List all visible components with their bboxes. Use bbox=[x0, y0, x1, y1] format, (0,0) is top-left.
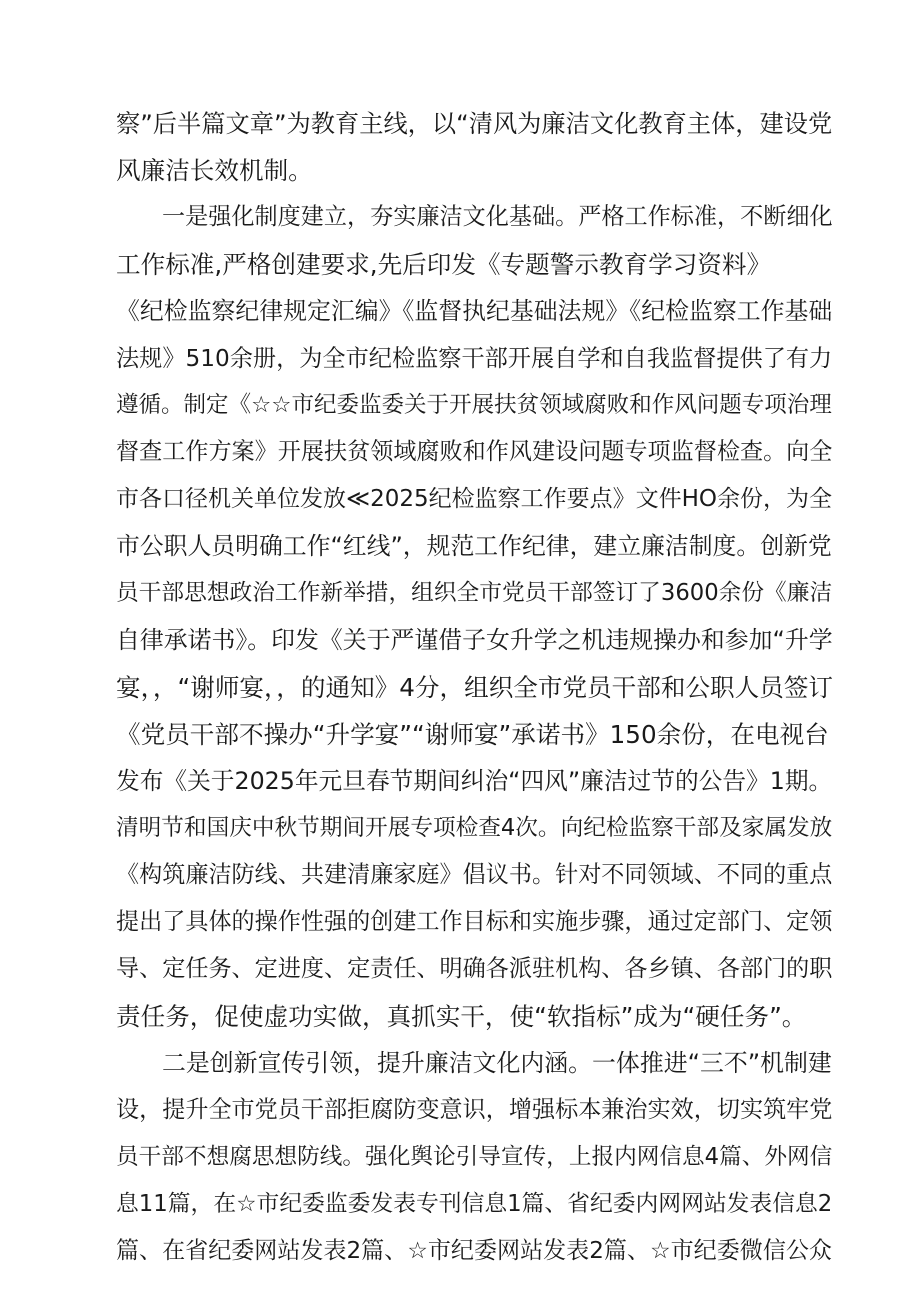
text-line: 市公职人员明确工作“红线”，规范工作纪律，建立廉洁制度。创新党 bbox=[116, 532, 832, 560]
text-line: 察”后半篇文章”为教育主线，以“清风为廉洁文化教育主体，建设党 bbox=[116, 109, 833, 138]
text-line: 工作标准,严格创建要求,先后印发《专题警示教育学习资料》 bbox=[116, 250, 772, 279]
text-line: 宴，，“谢师宴，，的通知》4分，组织全市党员干部和公职人员签订 bbox=[116, 673, 834, 702]
text-line: 《构筑廉洁防线、共建清廉家庭》倡议书。针对不同领域、不同的重点 bbox=[116, 862, 833, 888]
text-line: 法规》510余册，为全市纪检监察干部开展自学和自我监督提供了有力 bbox=[116, 345, 833, 372]
text-line: 二是创新宣传引领，提升廉洁文化内涵。一体推进“三不”机制建 bbox=[162, 1049, 832, 1077]
text-line: 提出了具体的操作性强的创建工作目标和实施步骤，通过定部门、定领 bbox=[116, 909, 833, 935]
body-text bbox=[116, 100, 836, 1275]
text-line: 《党员干部不操办“升学宴”“谢师宴”承诺书》150余份，在电视台 bbox=[116, 720, 829, 749]
text-line: 清明节和国庆中秋节期间开展专项检查4次。向纪检监察干部及家属发放 bbox=[116, 815, 833, 841]
text-line: 员干部思想政治工作新举措，组织全市党员干部签订了3600余份《廉洁 bbox=[116, 580, 833, 606]
text-line: 设，提升全市党员干部拒腐防变意识，增强标本兼治实效，切实筑牢党 bbox=[116, 1097, 833, 1123]
text-line: 发布《关于2025年元旦春节期间纠治“四风”廉洁过节的公告》1期。 bbox=[116, 767, 833, 795]
text-line: 风廉洁长效机制。 bbox=[116, 156, 313, 185]
text-line: 《纪检监察纪律规定汇编》《监督执纪基础法规》《纪检监察工作基础 bbox=[116, 297, 833, 325]
text-line: 息11篇，在☆市纪委监委发表专刊信息1篇、省纪委内网网站发表信息2 bbox=[116, 1191, 833, 1217]
text-line: 一是强化制度建立，夯实廉洁文化基础。严格工作标准，不断细化 bbox=[162, 204, 833, 230]
text-line: 员干部不想腐思想防线。强化舆论引导宣传，上报内网信息4篇、外网信 bbox=[116, 1144, 833, 1170]
text-line: 导、定任务、定进度、定责任、明确各派驻机构、各乡镇、各部门的职 bbox=[116, 956, 833, 982]
text-line: 自律承诺书》。印发《关于严谨借子女升学之机违规操办和参加“升学 bbox=[116, 626, 833, 654]
text-line: 督查工作方案》开展扶贫领域腐败和作风建设问题专项监督检查。向全 bbox=[116, 439, 833, 465]
text-line: 责任务，促使虚功实做，真抓实干，使“软指标”成为“硬任务”。 bbox=[116, 1002, 807, 1031]
text-line: 遵循。制定《☆☆市纪委监委关于开展扶贫领域腐败和作风问题专项治理 bbox=[116, 392, 832, 418]
text-line: 篇、在省纪委网站发表2篇、☆市纪委网站发表2篇、☆市纪委微信公众 bbox=[116, 1238, 832, 1264]
text-line: 市各口径机关单位发放≪2025纪检监察工作要点》文件HO余份，为全 bbox=[116, 486, 833, 512]
